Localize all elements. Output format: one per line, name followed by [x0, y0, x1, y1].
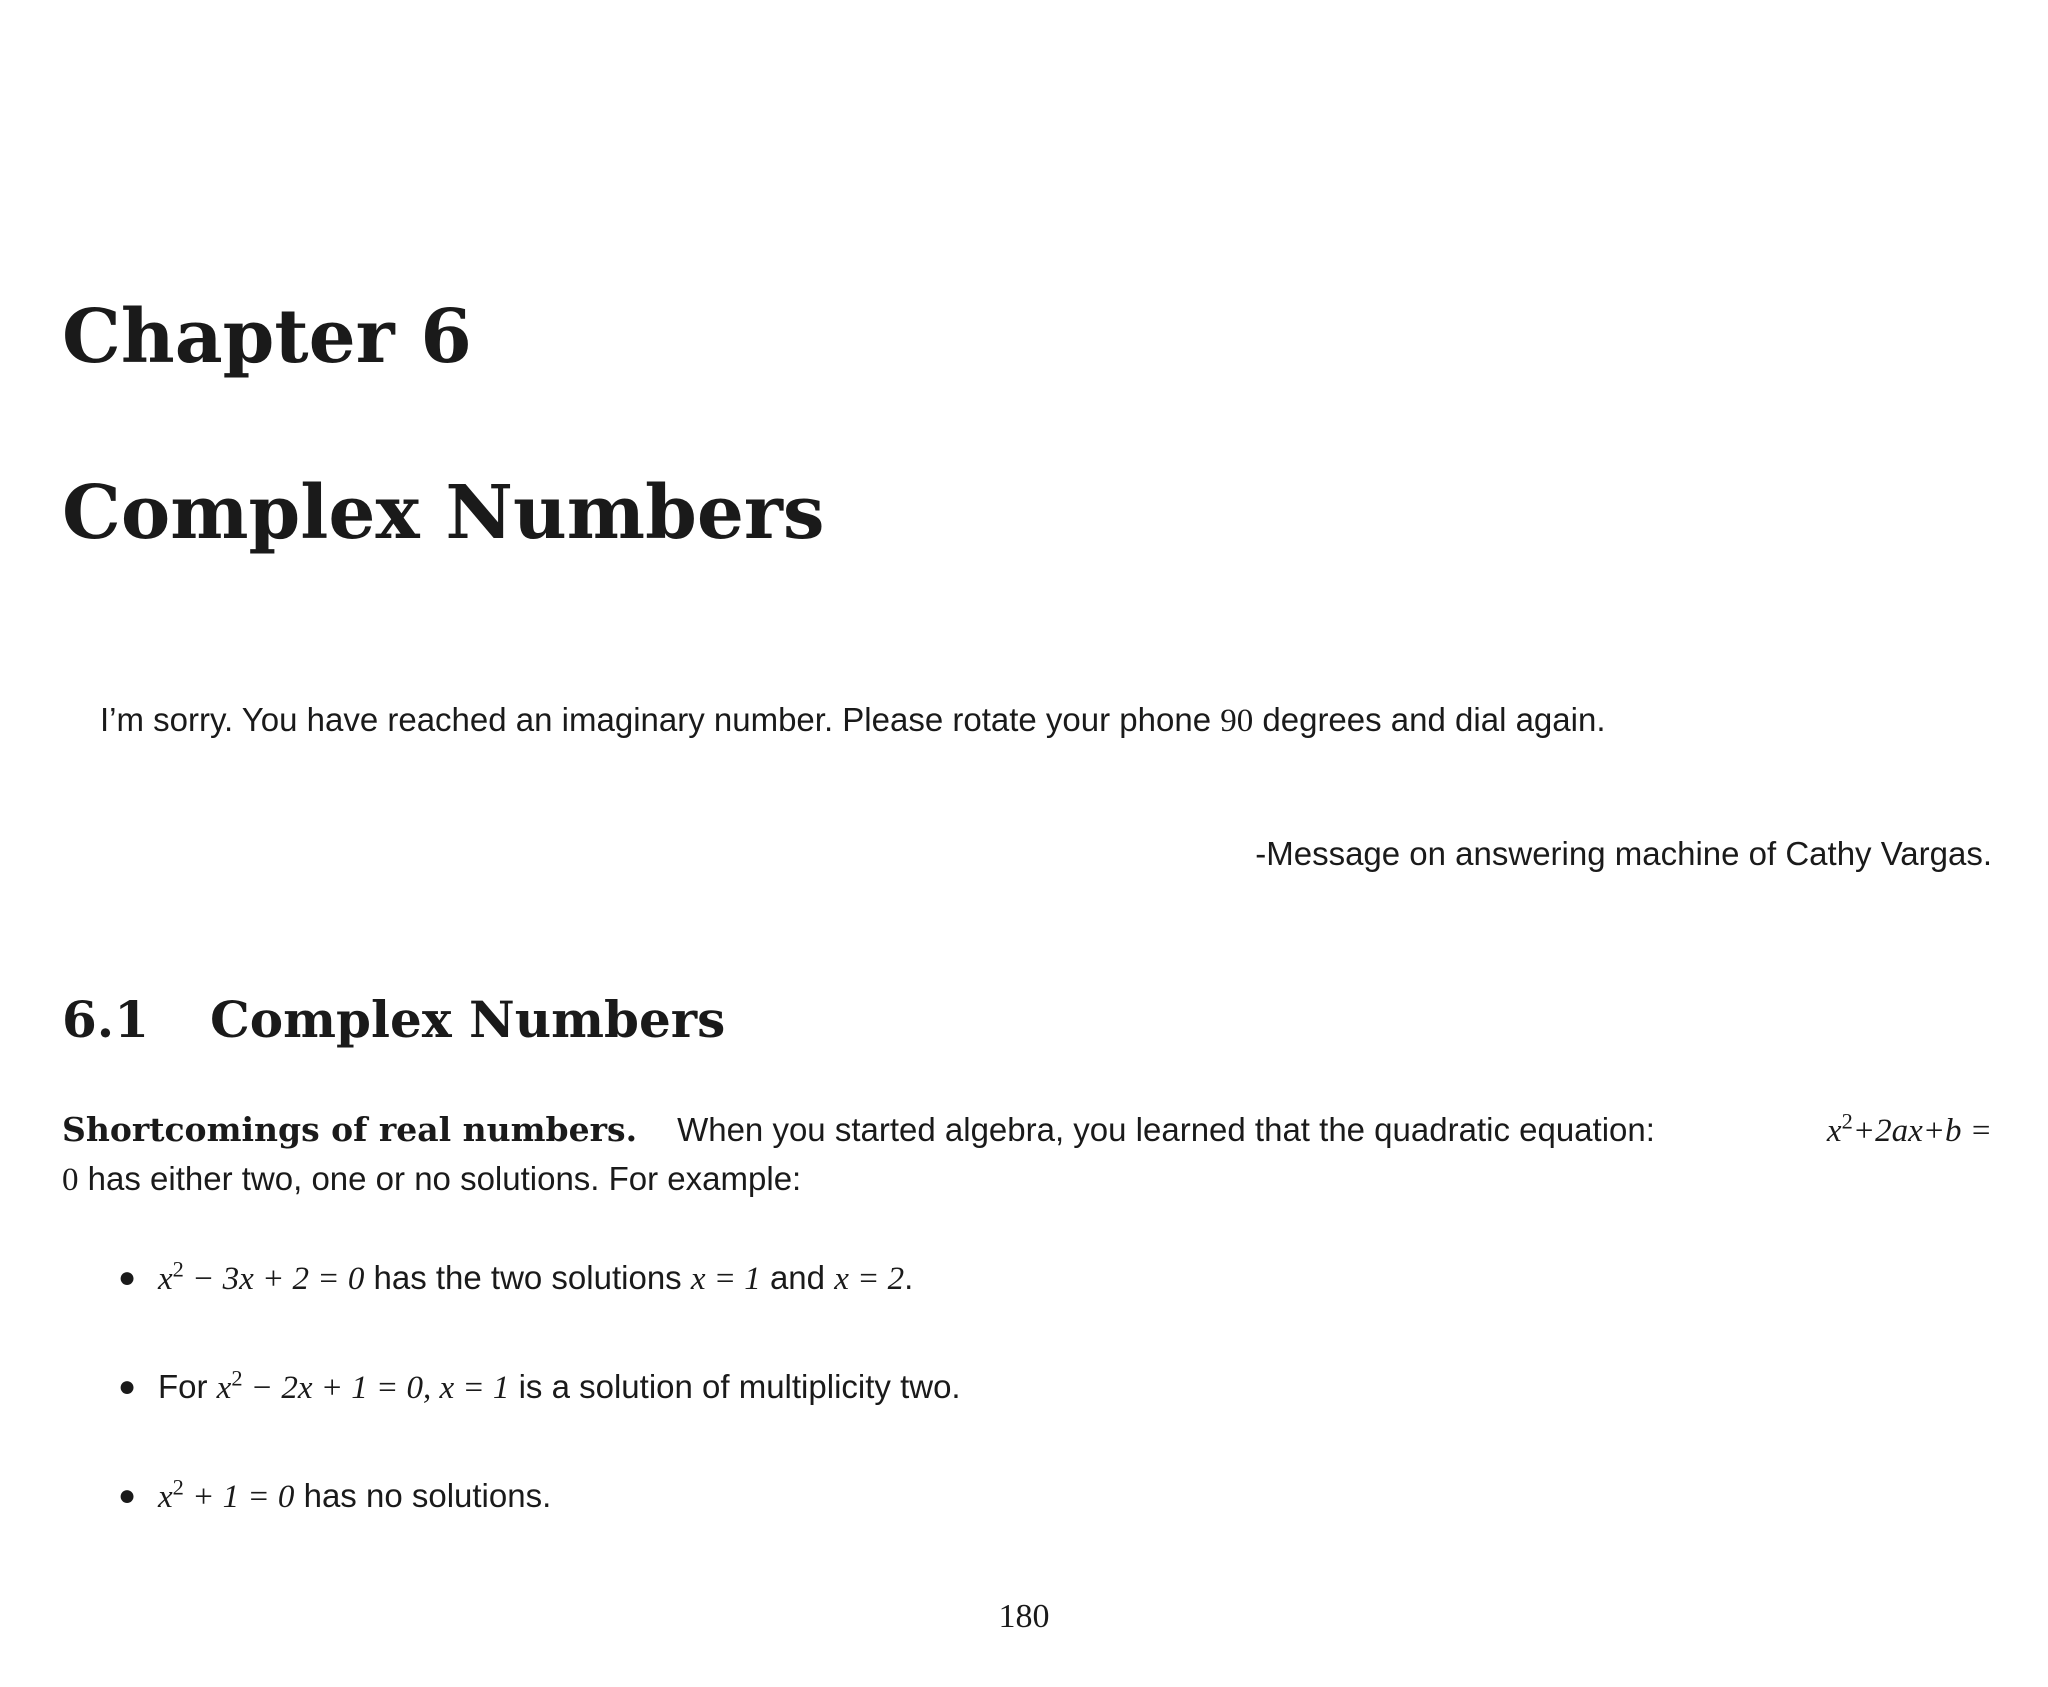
epigraph-attribution: -Message on answering machine of Cathy Vargas. [1255, 835, 1992, 872]
chapter-title: Complex Numbers [62, 470, 825, 556]
example-exponent: 2 [172, 1474, 184, 1500]
section-title: Complex Numbers [210, 990, 726, 1049]
example-equation: + 1 = 0 [183, 1479, 295, 1515]
quadratic-equation [1827, 1106, 1992, 1155]
paragraph-text-2: has either two, one or no solutions. For example: [78, 1160, 802, 1197]
equation-zero: 0 [62, 1162, 79, 1198]
intro-paragraph [62, 1106, 1992, 1204]
page-number: 180 [998, 1598, 1050, 1635]
example-text-end: . [904, 1259, 914, 1296]
example-exponent: 2 [231, 1365, 243, 1391]
example-solution-1: x = 1 [690, 1261, 761, 1297]
example-text-start: For [158, 1368, 217, 1405]
bullet-icon: ● [118, 1370, 137, 1403]
equation-rest: +2ax+b = [1852, 1113, 1992, 1149]
paragraph-line-1 [62, 1106, 1992, 1155]
paragraph-line-2 [62, 1155, 1992, 1204]
example-solution-2: x = 2 [834, 1261, 905, 1297]
paragraph-line-1-left [62, 1106, 1655, 1155]
example-variable: x [158, 1261, 173, 1297]
list-item [110, 1254, 961, 1301]
bullet-icon: ● [118, 1261, 137, 1294]
equation-exponent: 2 [1841, 1108, 1853, 1134]
example-text: has the two solutions [364, 1259, 691, 1296]
section-heading [62, 990, 725, 1050]
epigraph-number: 90 [1220, 703, 1254, 739]
list-item [110, 1363, 961, 1410]
example-variable: x [158, 1479, 173, 1515]
example-solution-1: x = 1 [431, 1370, 510, 1406]
example-text-end: has no solutions. [294, 1477, 552, 1514]
paragraph-text: When you started algebra, you learned that the quadratic equation: [677, 1111, 1655, 1148]
bullet-icon: ● [118, 1479, 137, 1512]
chapter-label: Chapter 6 [62, 294, 472, 380]
example-exponent: 2 [172, 1256, 184, 1282]
example-list [110, 1254, 961, 1581]
example-equation: − 2x + 1 = 0, [242, 1370, 432, 1406]
section-number: 6.1 [62, 990, 149, 1049]
example-equation: − 3x + 2 = 0 [183, 1261, 365, 1297]
example-text-end: is a solution of multiplicity two. [509, 1368, 961, 1405]
epigraph-text: I’m sorry. You have reached an imaginary number. Please rotate your phone [100, 701, 1221, 738]
example-text-and: and [760, 1259, 835, 1296]
example-variable: x [216, 1370, 232, 1406]
equation-variable: x [1826, 1113, 1842, 1149]
epigraph-text-end: degrees and dial again. [1253, 701, 1606, 738]
runin-heading: Shortcomings of real numbers. [62, 1110, 638, 1149]
epigraph-quote [100, 700, 1606, 741]
list-item [110, 1472, 961, 1519]
